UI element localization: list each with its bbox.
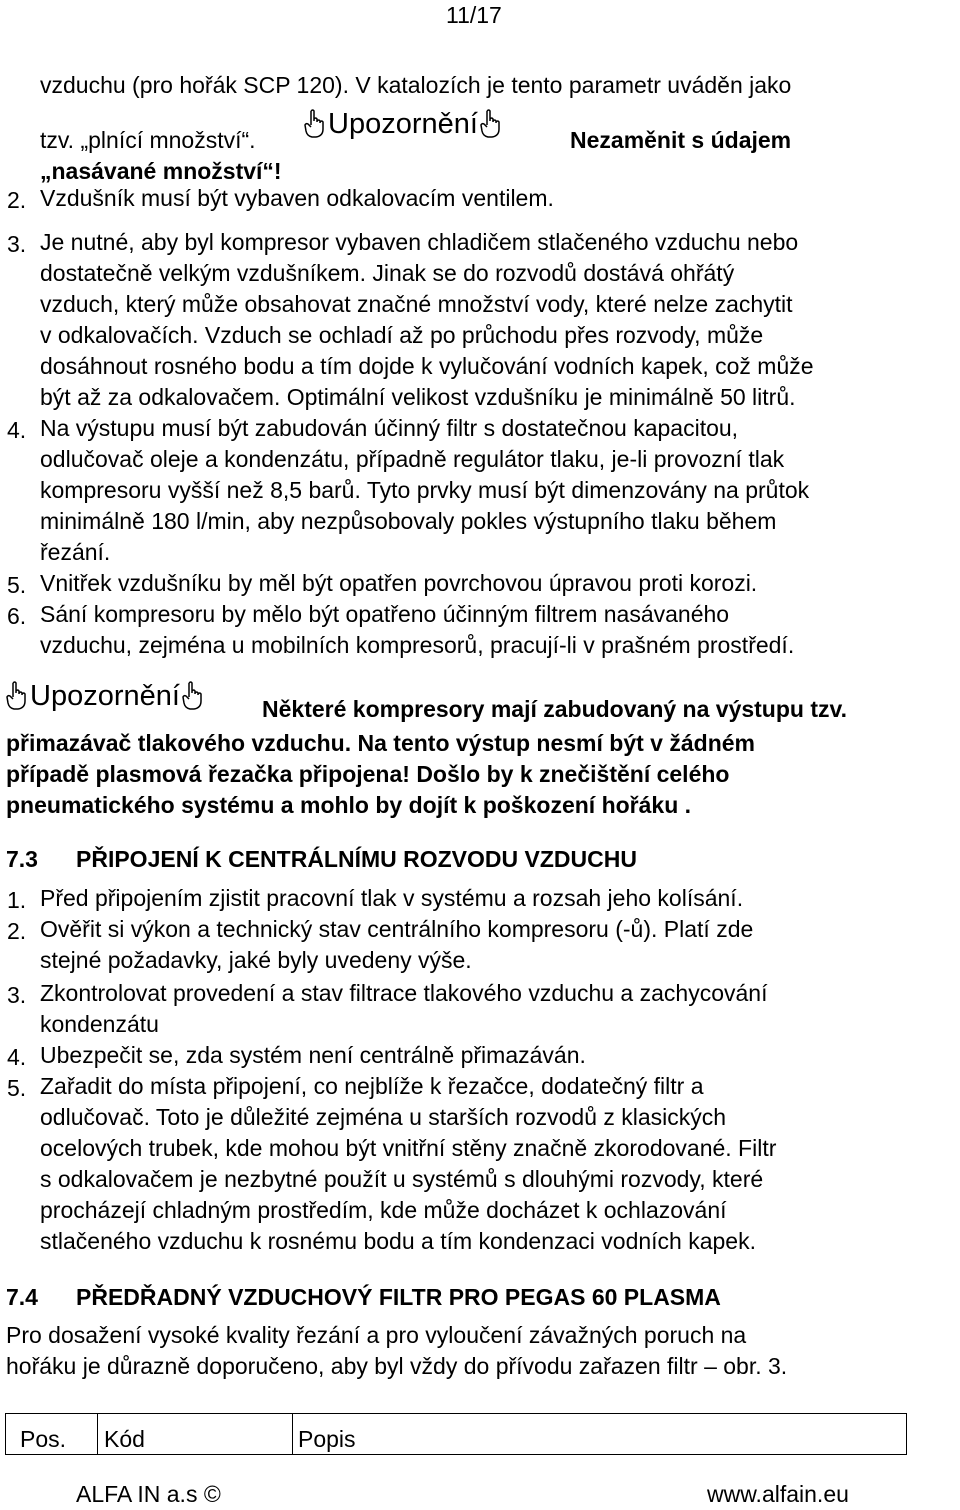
warning-label: Upozornění xyxy=(328,108,478,140)
text-line: stlačeného vzduchu k rosnému bodu a tím kondenzaci vodních kapek. xyxy=(40,1228,756,1254)
text-line: dostatečně velkým vzdušníkem. Jinak se do rozvodů dostává ohřátý xyxy=(40,260,735,286)
text-line: Pro dosažení vysoké kvality řezání a pro vyloučení závažných poruch na xyxy=(6,1322,747,1348)
text-line: odlučovač oleje a kondenzátu, případně regulátor tlaku, je-li provozní tlak xyxy=(40,446,785,472)
parts-table xyxy=(5,1413,907,1455)
section-title: PŘIPOJENÍ K CENTRÁLNÍMU ROZVODU VZDUCHU xyxy=(76,846,637,872)
list-number: 2. xyxy=(7,918,27,944)
text-line: Některé kompresory mají zabudovaný na výstupu tzv. xyxy=(262,696,847,722)
text-line: kondenzátu xyxy=(40,1011,159,1037)
footer-website: www.alfain.eu xyxy=(707,1481,849,1507)
section-number: 7.4 xyxy=(6,1284,38,1310)
text-line: Ubezpečit se, zda systém není centrálně přimazáván. xyxy=(40,1042,586,1068)
list-number: 5. xyxy=(7,1075,27,1101)
text-line: přimazávač tlakového vzduchu. Na tento výstup nesmí být v žádném xyxy=(6,730,755,756)
text-line: vzduchu (pro hořák SCP 120). V katalozích je tento parametr uváděn jako xyxy=(40,72,792,98)
text-line: Před připojením zjistit pracovní tlak v systému a rozsah jeho kolísání. xyxy=(40,885,744,911)
warning-notice xyxy=(4,680,206,722)
list-number: 4. xyxy=(7,417,27,443)
text-line: v odkalovačích. Vzduch se ochladí až po průchodu přes rozvody, může xyxy=(40,322,764,348)
warning-notice xyxy=(302,108,504,150)
footer-company: ALFA IN a.s © xyxy=(76,1481,221,1507)
warning-label: Upozornění xyxy=(30,680,180,712)
text-line: vzduchu, zejména u mobilních kompresorů, pracují-li v prašném prostředí. xyxy=(40,632,795,658)
text-line: být až za odkalovačem. Optimální velikost vzdušníku je minimálně 50 litrů. xyxy=(40,384,796,410)
pointing-hand-icon xyxy=(180,681,206,716)
table-divider xyxy=(97,1414,98,1454)
pointing-hand-icon xyxy=(478,109,504,144)
text-line: vzduch, který může obsahovat značné množství vody, které nelze zachytit xyxy=(40,291,793,317)
list-number: 3. xyxy=(7,982,27,1008)
table-divider xyxy=(292,1414,293,1454)
section-title: PŘEDŘADNÝ VZDUCHOVÝ FILTR PRO PEGAS 60 PLASMA xyxy=(76,1284,721,1310)
text-line: Na výstupu musí být zabudován účinný filtr s dostatečnou kapacitou, xyxy=(40,415,739,441)
text-line: „nasávané množství“! xyxy=(40,158,282,184)
list-number: 1. xyxy=(7,887,27,913)
pointing-hand-icon xyxy=(4,681,30,716)
table-header-description: Popis xyxy=(298,1426,356,1452)
list-number: 6. xyxy=(7,603,27,629)
text-line: pneumatického systému a mohlo by dojít k poškození hořáku . xyxy=(6,792,692,818)
text-line: dosáhnout rosného bodu a tím dojde k vylučování vodních kapek, což může xyxy=(40,353,814,379)
text-line: hořáku je důrazně doporučeno, aby byl vždy do přívodu zařazen filtr – obr. 3. xyxy=(6,1353,788,1379)
table-header-pos: Pos. xyxy=(20,1426,67,1452)
text-line: Vnitřek vzdušníku by měl být opatřen povrchovou úpravou proti korozi. xyxy=(40,570,758,596)
text-line: Sání kompresoru by mělo být opatřeno účinným filtrem nasávaného xyxy=(40,601,730,627)
text-line: stejné požadavky, jaké byly uvedeny výše. xyxy=(40,947,472,973)
text-line: kompresoru vyšší než 8,5 barů. Tyto prvky musí být dimenzovány na průtok xyxy=(40,477,810,503)
text-line: Ověřit si výkon a technický stav centrálního kompresoru (-ů). Platí zde xyxy=(40,916,754,942)
text-line: případě plasmová řezačka připojena! Došlo by k znečištění celého xyxy=(6,761,730,787)
text-line: odlučovač. Toto je důležité zejména u starších rozvodů z klasických xyxy=(40,1104,727,1130)
text-line: Zařadit do místa připojení, co nejblíže k řezačce, dodatečný filtr a xyxy=(40,1073,704,1099)
text-line: Nezaměnit s údajem xyxy=(570,127,792,153)
list-number: 3. xyxy=(7,231,27,257)
text-line: Zkontrolovat provedení a stav filtrace tlakového vzduchu a zachycování xyxy=(40,980,768,1006)
text-line: s odkalovačem je nezbytné použít u systémů s dlouhými rozvody, které xyxy=(40,1166,764,1192)
text-line: ocelových trubek, kde mohou být vnitřní stěny značně zkorodované. Filtr xyxy=(40,1135,777,1161)
pointing-hand-icon xyxy=(302,109,328,144)
list-number: 5. xyxy=(7,572,27,598)
page-number: 11/17 xyxy=(446,2,502,28)
text-line: řezání. xyxy=(40,539,111,565)
text-line: Je nutné, aby byl kompresor vybaven chladičem stlačeného vzduchu nebo xyxy=(40,229,799,255)
text-line: minimálně 180 l/min, aby nezpůsobovaly pokles výstupního tlaku během xyxy=(40,508,777,534)
section-number: 7.3 xyxy=(6,846,38,872)
list-number: 2. xyxy=(7,187,27,213)
table-header-code: Kód xyxy=(104,1426,145,1452)
text-line: tzv. „plnící množství“. xyxy=(40,127,256,153)
text-line: Vzdušník musí být vybaven odkalovacím ventilem. xyxy=(40,185,554,211)
text-line: procházejí chladným prostředím, kde může docházet k ochlazování xyxy=(40,1197,727,1223)
list-number: 4. xyxy=(7,1044,27,1070)
